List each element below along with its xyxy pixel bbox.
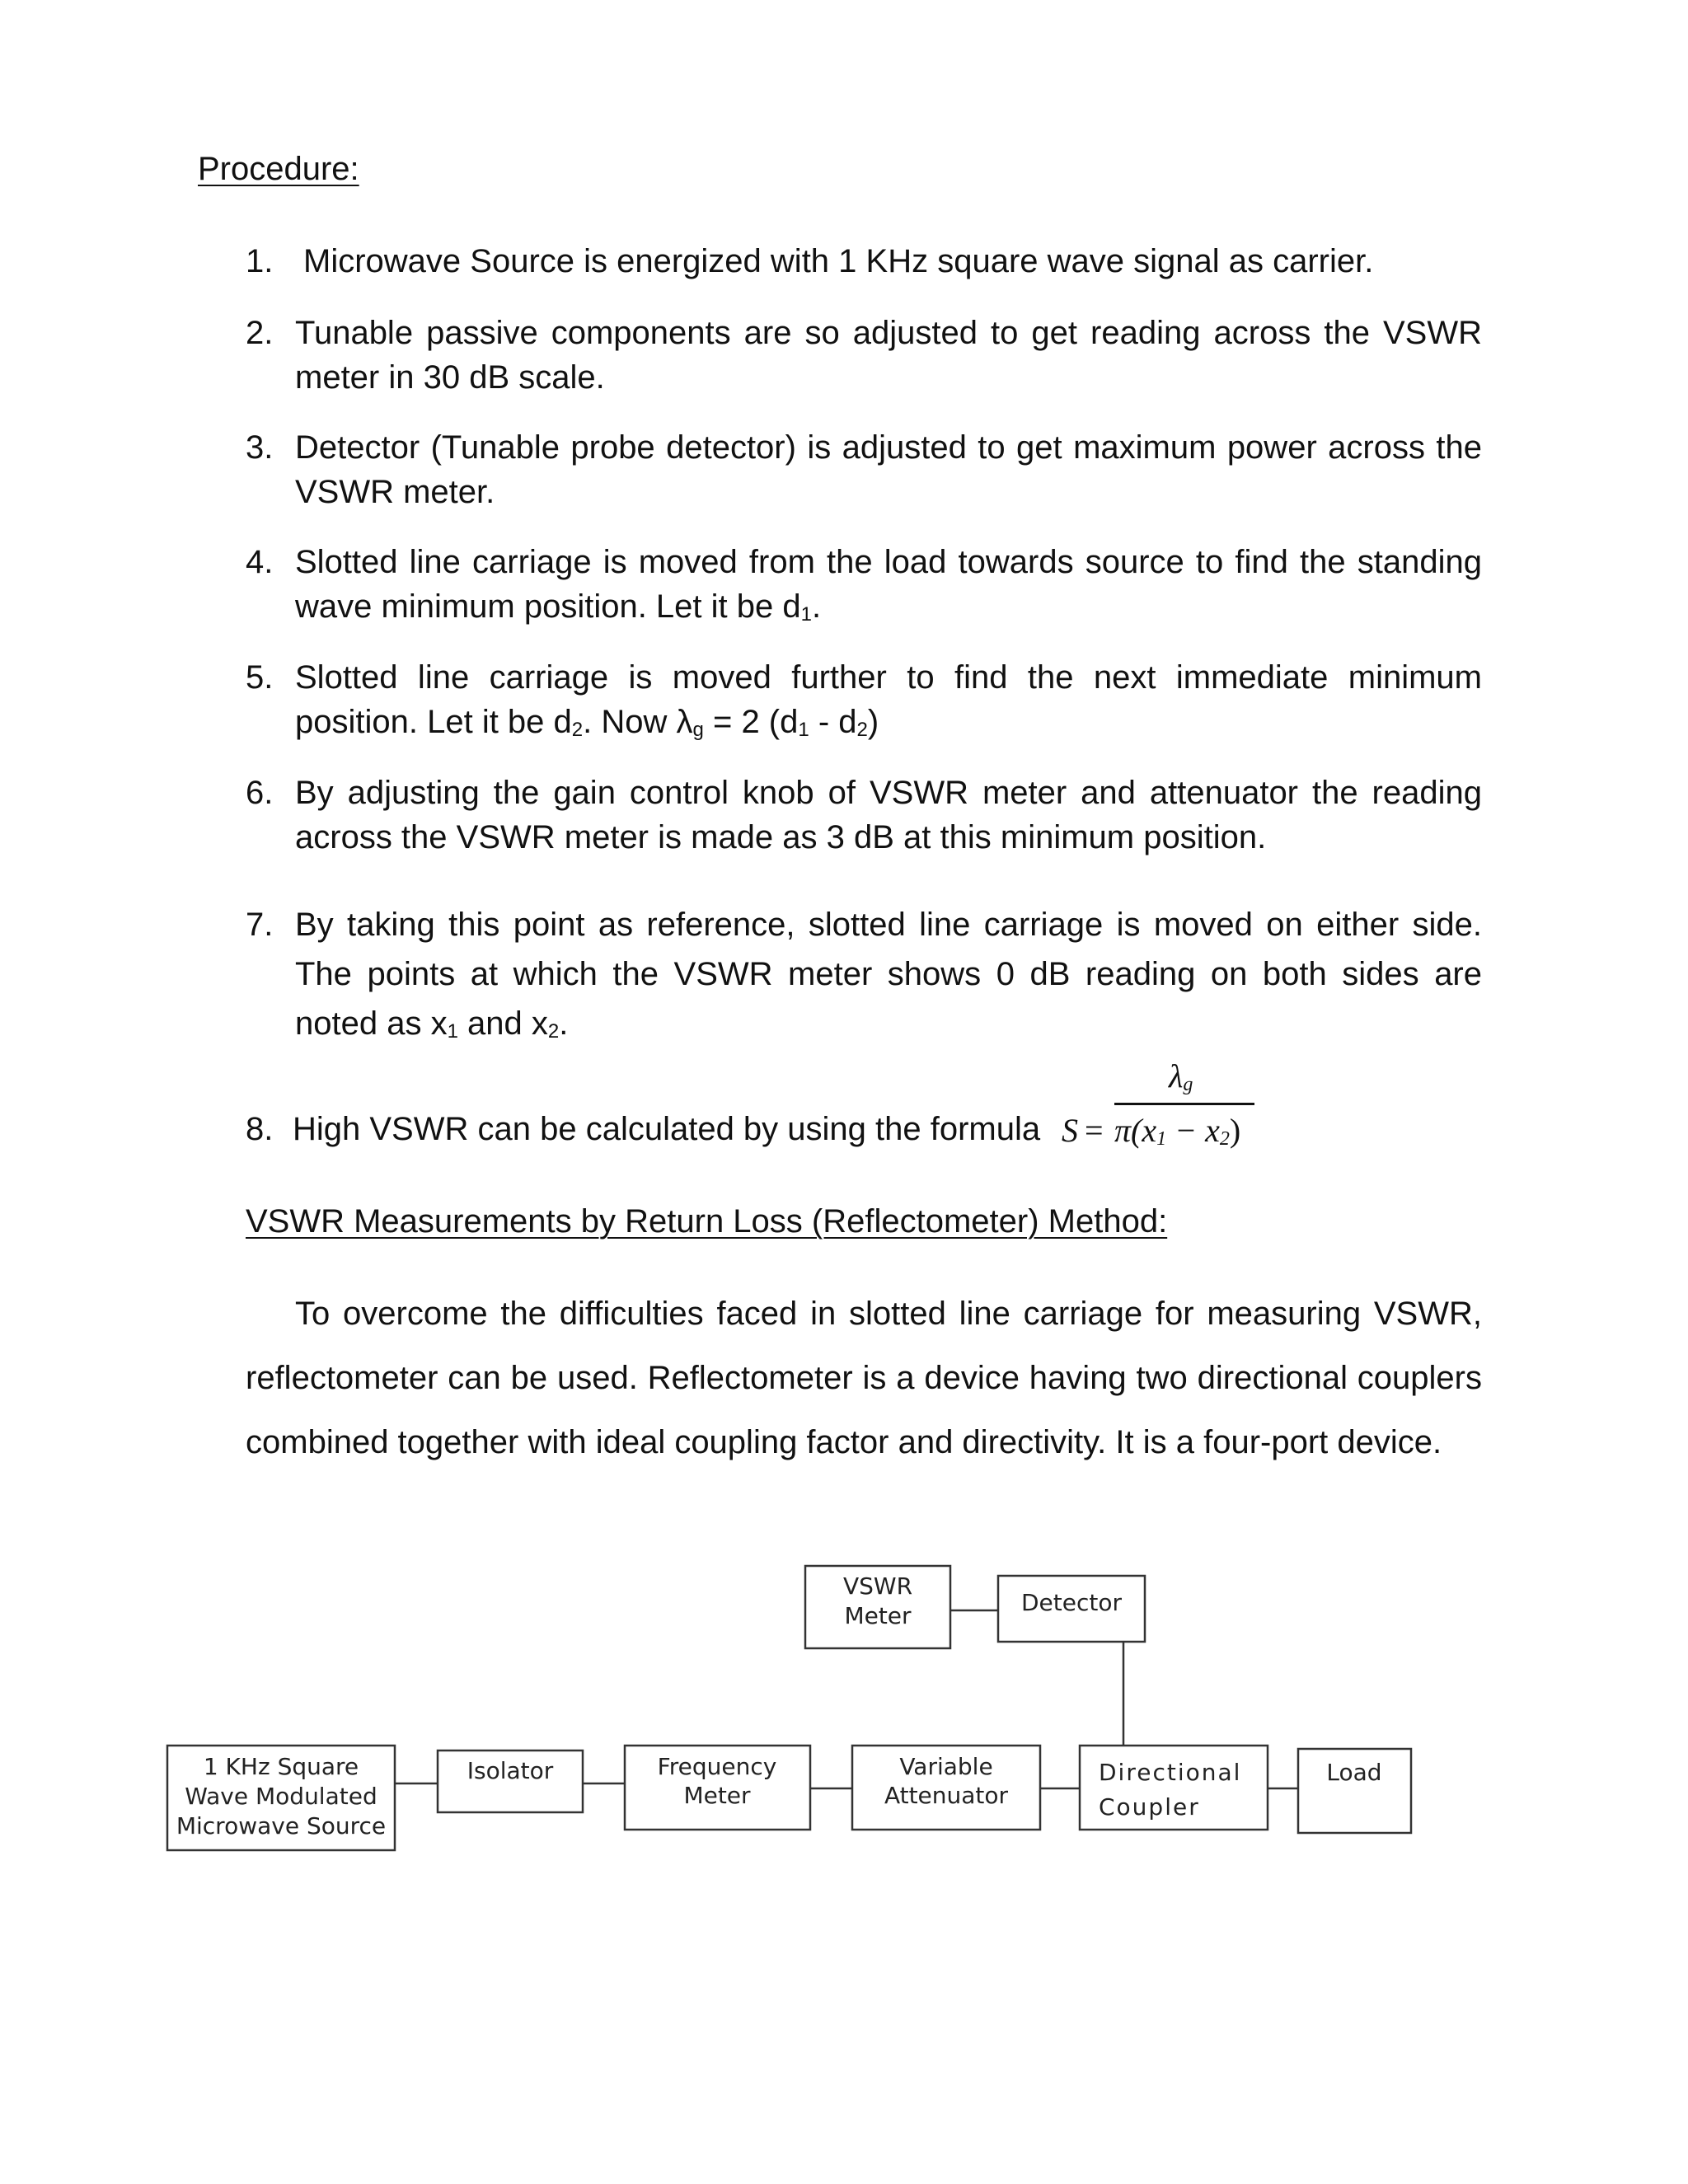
step-text-part: . Now λ [583,704,693,740]
directional-coupler-label: Directional [1099,1759,1242,1786]
step-number: 1. [246,243,274,279]
step-text: across the VSWR meter is made as 3 dB at this minimum position. [295,819,1267,855]
frequency-meter-label: Frequency [657,1753,777,1780]
formula-lhs: S [1062,1112,1078,1149]
step-text: Slotted line carriage is moved from the load towards source to find the standing [295,544,1482,580]
lambda-symbol: λ [1169,1057,1184,1094]
step-text: Detector (Tunable probe detector) is adjusted to get maximum power across the [295,429,1482,466]
paragraph-line: To overcome the difficulties faced in slotted line carriage for measuring VSWR, [295,1296,1482,1332]
source-label: Wave Modulated [185,1783,377,1810]
denominator-part: π(x [1114,1112,1157,1149]
step-text: Tunable passive components are so adjusted to get reading across the VSWR [295,315,1482,351]
detector-label: Detector [1020,1589,1123,1616]
directional-coupler-label: Coupler [1099,1793,1200,1821]
subscript: 2 [1219,1128,1230,1150]
subscript: g [692,719,704,741]
step-text: meter in 30 dB scale. [295,359,605,396]
paragraph-line: combined together with ideal coupling factor and directivity. It is a four-port device. [246,1424,1442,1460]
vswr-meter-label: Meter [844,1602,912,1629]
step-text: High VSWR can be calculated by using the formula [293,1111,1041,1147]
load-label: Load [1326,1759,1382,1786]
step-text-part: ) [867,704,879,740]
subscript: 1 [800,603,812,626]
step-text-part: noted as x [295,1005,448,1042]
subscript: 1 [447,1020,458,1043]
step-text-part: . [811,588,822,625]
step-text: By adjusting the gain control knob of VSWR meter and attenuator the reading [295,775,1482,811]
step-number: 7. [246,907,274,943]
step-number: 3. [246,429,274,466]
step-number: 6. [246,775,274,811]
frequency-meter-label: Meter [683,1782,751,1809]
step-number: 4. [246,544,274,580]
step-text-part: . [559,1005,569,1042]
paragraph-line: reflectometer can be used. Reflectometer is a device having two directional couplers [246,1360,1482,1396]
denominator-part: − x [1166,1112,1220,1149]
subscript: 2 [856,719,868,741]
subscript: 1 [798,719,809,741]
step-text: VSWR meter. [295,474,495,510]
source-label: 1 KHz Square [203,1753,359,1780]
procedure-heading: Procedure: [198,151,359,187]
subscript: 2 [547,1020,560,1043]
step-number: 5. [246,659,274,696]
step-text: Microwave Source is energized with 1 KHz square wave signal as carrier. [303,243,1374,279]
step-text: The points at which the VSWR meter shows 0 dB reading on both sides are [295,956,1482,992]
step-text: Slotted line carriage is moved further to find the next immediate minimum [295,659,1482,696]
vswr-meter-label: VSWR [842,1572,913,1600]
step-text-part: - d [809,704,857,740]
denominator-part: ) [1229,1112,1241,1149]
step-text-part: and x [457,1005,548,1042]
isolator-label: Isolator [467,1757,554,1784]
variable-attenuator-label: Variable [899,1753,993,1780]
vswr-heading: VSWR Measurements by Return Loss (Reflectometer) Method: [246,1203,1168,1240]
step-text: By taking this point as reference, slotted line carriage is moved on either side. [295,907,1482,943]
step-text-part: wave minimum position. Let it be d [295,588,801,625]
variable-attenuator-label: Attenuator [884,1782,1009,1809]
subscript: 2 [571,719,584,741]
step-text-part: = 2 (d [703,704,799,740]
source-label: Microwave Source [176,1812,387,1840]
subscript: g [1183,1074,1193,1095]
step-text-part: position. Let it be d [295,704,572,740]
subscript: 1 [1156,1128,1167,1150]
step-number: 2. [246,315,274,351]
step-number: 8. [246,1111,274,1147]
formula-equals: = [1085,1112,1104,1149]
